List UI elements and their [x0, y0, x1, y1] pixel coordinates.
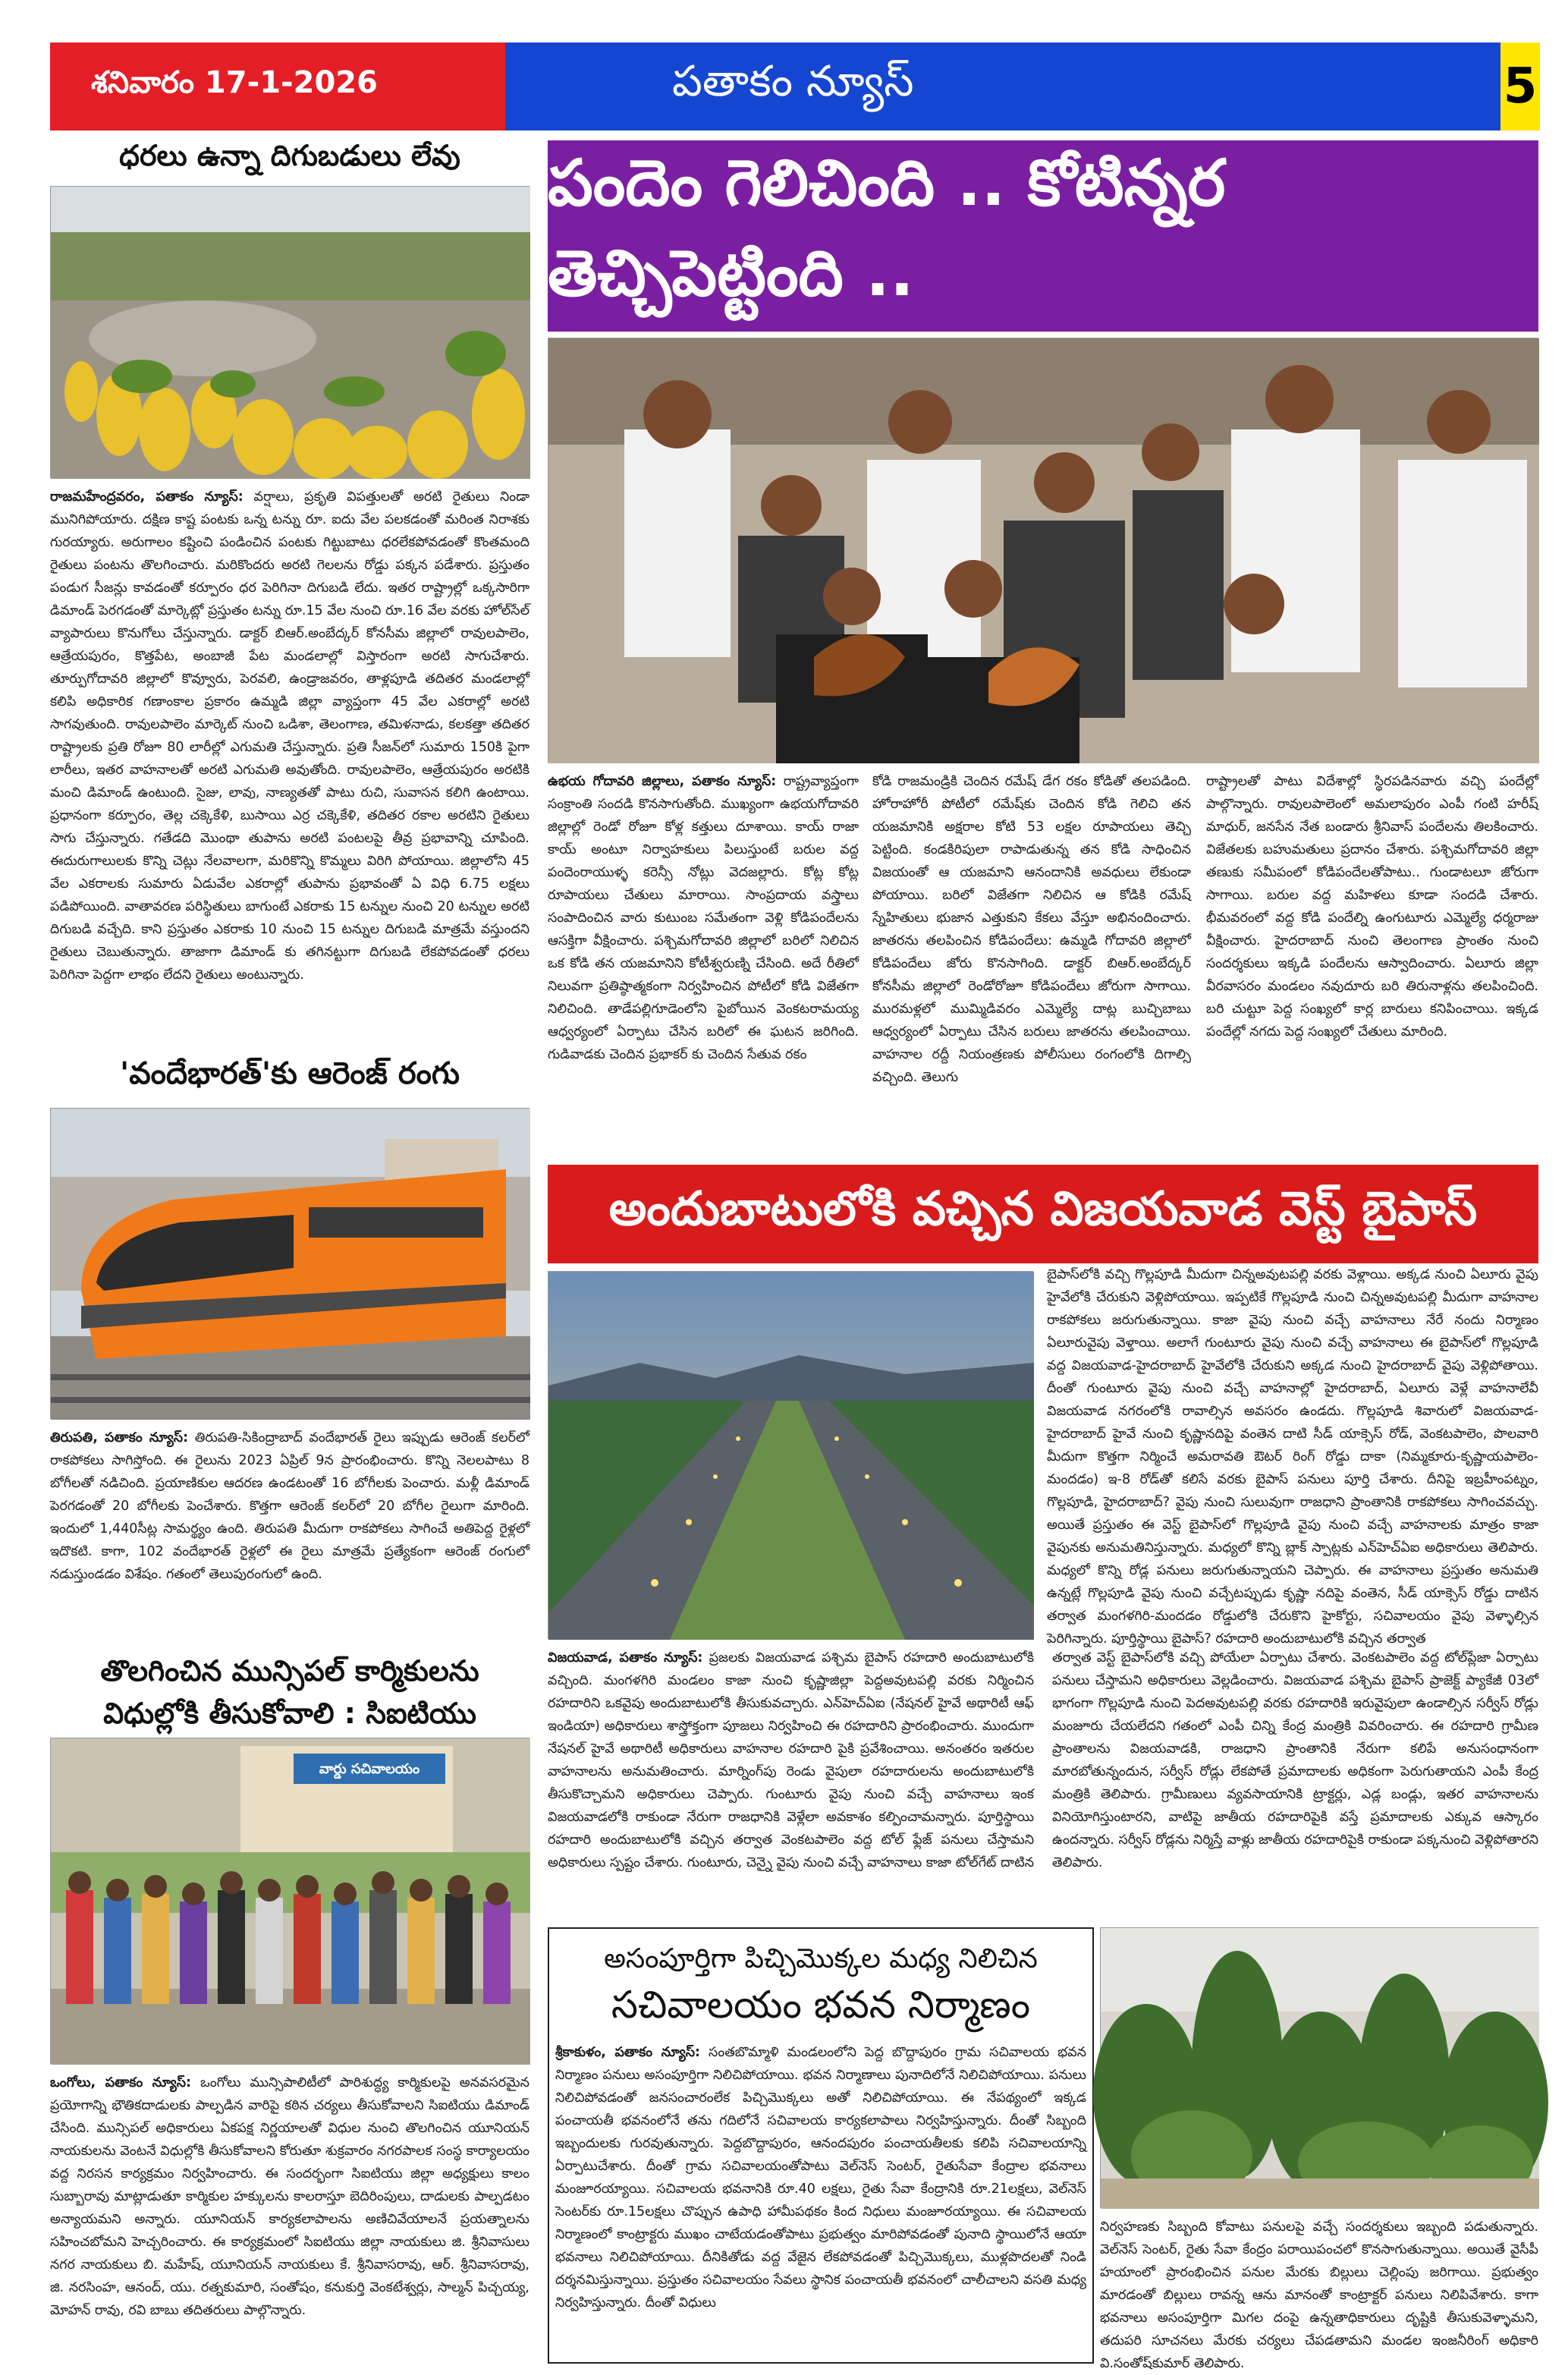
masthead — [50, 42, 1540, 131]
bypass-text-bottom: ప్రజలకు విజయవాడ పశ్చిమ బైపాస్ రహదారి అందుబాటులోకి వచ్చింది. మంగళగిరి మండలం కాజా నుంచి కృష్ణాజిల్లా పెద్దఅవుటపల్లి వరకు నిర్మించిన రహదారిని ఒకవైపు అందుబాటులోకి తీసుకువచ్చారు. ఎన్‌హెచ్ఏఐ (నేషనల్ హైవే అథారిటీ ఆఫ్ ఇండియా) అధికారులు శాస్త్రోక్తంగా పూజలు నిర్వహించి ఈ రహదారిని ప్రారంభించారు. ముందుగా నేషనల్ హైవే అథారిటీ అధికారులు వాహనాల రహదారి పైకి ప్రవేశించాయి. అనంతరం ఇతరుల వాహనాలను అనుమతించారు. మార్నింగ్‌పు రెండు వైపులా రహదారులను అందుబాటులోకి తీసుకొచ్చామని అధికారులు చెప్పారు. గుంటూరు వైపు నుంచి వచ్చే వాహనాలు ఇంక విజయవాడలోకి రాకుండా నేరుగా రాజధానికి వెళ్లేలా అవకాశం కల్పించామన్నారు. పూర్తిస్థాయి రహదారి అందుబాటులోకి వచ్చిన తర్వాత వెంకటపాలెం వద్ద టోల్ ఫ్లేజ్ పనులు చేస్తామని అధికారులు స్పష్టం చేశారు. గుంటూరు, చెన్నై వైపు నుంచి వచ్చే వాహనాలు కాజా టోల్‌గేట్ దాటిన తర్వాత వెస్ట్ బైపాస్‌లోకి వచ్చి పోయేలా ఏర్పాటు చేశారు. వెంకటపాలెం వద్ద టోల్‌ప్లేజా ఏర్పాటు పనులు చేస్తామని అధికారులు వెల్లడించారు. విజయవాడ పశ్చిమ బైపాస్ ప్రాజెక్ట్ ప్యాకేజీ 03లో భాగంగా గొల్లపూడి నుంచి పెదఅవుటపల్లి వరకు రహదారికి ఇరువైపులా ఉండాల్సిన సర్వీస్ రోడ్లు మంజూరు చేయలేదని గతంలో ఎంపీ చిన్ని కేంద్ర మంత్రికి వివరించారు. ఈ రహదారి గ్రామీణ ప్రాంతాలను విజయవాడకి, రాజధాని ప్రాంతానికి నేరుగా కలిపే అనుసంధానంగా మారబోతున్నందున, సర్వీస్ రోడ్లు లేకపోతే ప్రమాదాలకు అధికంగా పెరుగుతాయని ఎంపీ కేంద్ర మంత్రికి తెలిపారు. గ్రామీణులు వ్యవసాయానికి ట్రాక్టర్లు, ఎడ్ల బండ్లు, ఇతర వాహనాలను వినియోగిస్తుంటారని, వాటిపై జాతీయ రహదారిపైకి వస్తే ప్రమాదాలకు ఎక్కువ ఆస్కారం ఉందన్నారు. సర్వీస్ రోడ్లను నిర్మిస్తే వాళ్లు జాతీయ రహదారిపైకి రాకుండా పక్కనుంచి వెళ్లిపోతారని తెలిపారు. — [548, 1650, 1538, 1870]
article-banana-text: వర్షాలు, ప్రకృతి విపత్తులతో అరటి రైతులు నిండా మునిగిపోయారు. దక్షిణ కాష్ట పంటకు ఒన్న టన్ను రూ. ఐదు వేల పలకడంతో మరింత నిరాశకు గురయ్యారు. అరుగాలం కష్టించి పండించిన పంటకు గిట్టుబాటు ధరలేకపోవడంతో కొంతమంది రైతులు పంటను తొలగించారు. మరికొందరు అరటి గెలలను రోడ్డు పక్కన పడేశారు. ప్రస్తుతం పండుగ సీజన్లు కావడంతో కర్పూరం ధర పెరిగినా దిగుబడి లేదు. ఇతర రాష్ట్రాల్లో ఒక్కసారిగా డిమాండ్ పెరగడంతో మార్కెట్లో ప్రస్తుతం టన్ను రూ.15 వేల నుంచి రూ.16 వేల వరకు హోల్‌సేల్ వ్యాపారులు కొనుగోలు చేస్తున్నారు. డాక్టర్ బిఆర్.అంబేద్కర్ కోనసీమ జిల్లాలో రావులపాలెం, ఆత్రేయపురం, కొత్తపేట, అంబాజీ పేట మండలాల్లో విస్తారంగా అరటి సాగుచేశారు. తూర్పుగోదావరి జిల్లాలో కొవ్వూరు, పెరవలి, ఉండ్రాజవరం, తాళ్లపూడి తదితర మండలాల్లో కలిపి అధికారిక గణాంకాల ప్రకారం ఉమ్మడి జిల్లా వ్యాప్తంగా 45 వేల ఎకరాల్లో అరటి సాగవుతుంది. రావులపాలెం మార్కెట్ నుంచి ఒడిశా, తెలంగాణ, తమిళనాడు, కలకత్తా తదితర రాష్ట్రాలకు ప్రతి రోజూ 80 లారీల్లో ఎగుమతి చేస్తున్నారు. ప్రతి సీజన్‌లో సుమారు 150కి పైగా లారీలు, ఇతర వాహనాలతో అరటి ఎగుమతి అవుతోంది. రావులపాలెం, ఆత్రేయపురం అరటికి మంచి డిమాండ్ ఉంటుంది. సైజు, లావు, నాణ్యతతో పాటు రుచి, సువాసన కలిగి ఉంటాయి. ప్రధానంగా కర్పూరం, తెల్ల చక్కెకేళి, బుసాయి ఎర్ర చక్కెకేళి, తదితర రకాల అరటిని రైతులు సాగు చేస్తున్నారు. గతేడది మొంథా తుపాను అరటి పంటలపై తీవ్ర ప్రభావాన్ని చూపింది. ఈదురుగాలులకు కొన్ని చెట్లు నేలవాలగా, మరికొన్ని కొమ్మలు విరిగి పోయాయి. జిల్లాలోని 45 వేల ఎకరాలకు సుమారు ఏడువేల ఎకరాల్లో తుపాను ప్రభావంతో ఏ విధి 6.75 లక్షలు పడిపోయింది. వాతావరణ పరిస్థితులు బాగుంటే ఎకరాకు 15 టన్నుల నుంచి 20 టన్నుల అరటి దిగుబడి వచ్చేది. కాని ప్రస్తుతం ఎకరాకు 10 నుంచి 15 టన్నుల దిగుబడి మాత్రమే వస్తుందని రైతులు చెబుతున్నారు. తాజాగా డిమాండ్ కు తగినట్టుగా దిగుబడి లేకపోవడంతో ధరలు పెరిగినా పెద్దగా లాభం లేదని రైతులు అంటున్నారు. — [50, 489, 529, 983]
page-number: 5 — [1500, 42, 1540, 131]
article-citu-title — [50, 1647, 529, 1738]
cockfight-text-a: రాష్ట్రవ్యాప్తంగా సంక్రాంతి సందడి కొనసాగుతోంది. ముఖ్యంగా ఉభయగోదావరి జిల్లాల్లో రెండో రోజూ కోళ్ల కత్తులు దూశాయి. కాయ్ రాజా కాయ్ అంటూ నిర్వాహకులు పిలుస్తుంటే బరుల వద్ద పందెంరాయుళ్ళ కరెన్సీ నోట్లు వెదజల్లారు. కోట్ల కోట్ల రూపాయలు చేతులు మారాయి. సాంప్రదాయ వస్త్రాలు సంపాదించిన వారు కుటుంబ సమేతంగా వెళ్లి కోడిపందేలను ఆసక్తిగా వీక్షించారు. పశ్చిమగోదావరి జిల్లాలో బరిలో నిలిచిన ఒక కోడి తన యజమానిని కోటీశ్వరుణ్ని చేసింది. అదే రీతిలో నిలువగా ప్రతిష్ఠాత్మకంగా నిర్వహించిన పోటీలో కోడి విజేతగా నిలిచింది. తాడేపల్లిగూడెంలోని పైబోయిన వెంకటరామయ్య ఆధ్వర్యంలో ఏర్పాటు చేసిన బరిలో ఈ ఘటన జరిగింది. గుడివాడకు చెందిన ప్రభాకర్ కు చెందిన సేతువ రకం — [548, 774, 859, 1062]
article-banana-body — [50, 486, 529, 1047]
cockfight-col-b — [872, 770, 1191, 1150]
sachivalayam-title-line2: సచివాలయం భవన నిర్మాణం — [611, 1983, 1031, 2027]
cockfight-col-a — [548, 770, 859, 1150]
article-citu-title-line2: విధుల్లోకి తీసుకోవాలి : సిఐటియు — [103, 1697, 476, 1730]
article-citu-title-line1: తొలగించిన మున్సిపల్ కార్మికులను — [100, 1654, 479, 1688]
sachivalayam-body — [555, 2041, 1086, 2360]
article-vandebharat-title: 'వందేభారత్'కు ఆరెంజ్ రంగు — [119, 1056, 460, 1091]
bypass-text-right: బైపాస్‌లోకి వచ్చి గొల్లపూడి మీదుగా చిన్నఅవుటపల్లి వరకు వెళ్లాయి. అక్కడ నుంచి ఏలూరు వైపు హైవేలోకి చేరుకుని వెళ్లిపోయాయి. ఇప్పటికే గొల్లపూడి నుంచి చిన్నఅవుటపల్లి మీదుగా వాహనాల రాకపోకలు జరుగుతున్నాయి. కాజా వైపు నుంచి వచ్చే వాహనాలు నేరే నందు నిర్మాణం ఏలూరువైపు వెళ్తాయి. అలాగే గుంటూరు వైపు నుంచి వచ్చే వాహనాలు ఈ బైపాస్‌లో గొల్లపూడి వద్ద విజయవాడ-హైదరాబాద్ హైవేలోకి చేరుకుని అక్కడ నుంచి హైదరాబాద్ వైపు వెళ్లిపోతాయి. దీంతో గుంటూరు వైపు నుంచి వచ్చే వాహనాల్లో హైదరాబాద్, ఏలూరు వెళ్లే వాహనాలేవీ విజయవాడ నగరంలోకి రావాల్సిన అవసరం ఉండదు. గొల్లపూడి శివారులో విజయవాడ-హైదరాబాద్ హైవే నుంచి కృష్ణానదిపై వంతెన దాటి సీడ్ యాక్సెస్ రోడ్, వెంకటపాలెం, పొలవారి మీదుగా కొత్తగా నిర్మించే అమరావతి ఔటర్ రింగ్ రోడ్డు దాకా (నిమ్మకూరు-కృష్ణాయపాలెం-మందడం) ఇ-8 రోడ్‌తో కలిసే వరకు బైపాస్ పనులు పూర్తి చేశారు. దీనిపై ఇబ్రహీంపట్నం, గొల్లపూడి, హైదరాబాద్? వైపు నుంచి సులువుగా రాజధాని ప్రాంతానికి రాకపోకలు సాగించవచ్చు. అయితే ప్రస్తుతం ఈ వెస్ట్ బైపాస్‌లో గొల్లపూడి వైపు నుంచి వచ్చే వాహనాలకు మాత్రం కాజా వైపునకు అనుమతినిస్తున్నారు. మధ్యలో కొన్ని బ్లాక్ స్పాట్లకు ఎన్‌హెచ్ఏఐ అధికారులు తెలిపారు. మధ్యలో కొన్ని రోడ్ల పనులు జరుగుతున్నాయని చెప్పారు. ఈ వాహనాలు ప్రస్తుతం అనుమతి ఉన్నట్లే గొల్లపూడి వైపు నుంచి వచ్చేటప్పుడు కృష్ణా నదిపై వంతెన, సీడ్ యాక్సెస్ రోడ్డు దాటిన తర్వాత మంగళగిరి-మందడం రోడ్డులోకి చేరుకొని హైకోర్టు, సచివాలయం వైపు వెళ్ళాల్సిన పెరిగిన్నారు. పూర్తిస్థాయి బైపాస్? రహదారి అందుబాటులోకి వచ్చిన తర్వాత — [1047, 1267, 1538, 1647]
article-citu-body — [50, 2071, 529, 2345]
sachivalayam-title-line1: అసంపూర్తిగా పిచ్చిమొక్కల మధ్య నిలిచిన — [604, 1943, 1038, 1974]
article-banana-dateline: రాజమహేంద్రవరం, పతాకం న్యూస్: — [50, 489, 244, 505]
road-photo-image — [548, 1272, 1034, 1640]
article-citu-text: ఒంగోలు మున్సిపాలిటీలో పారిశుద్ధ్య కార్మికులపై అనవసరమైన ప్రయోగాన్ని భౌతికదాడులకు పాల్పడిన వారిపై కఠిన చర్యలు తీసుకోవాలని సిఐటియు డిమాండ్ చేసింది. మున్సిపల్ అధికారులు ఏకపక్ష నిర్ణయాలతో విధుల నుంచి తొలగించిన యూనియన్ నాయకులను వెంటనే విధుల్లోకి తీసుకోవాలని కోరుతూ శుక్రవారం నగరపాలక సంస్థ కార్యాలయం వద్ద నిరసన కార్యక్రమం నిర్వహించారు. ఈ సందర్భంగా సిఐటియు జిల్లా అధ్యక్షులు కాలం సుబ్బారావు మాట్లాడుతూ కార్మికుల హక్కులను కాలరాస్తూ బెదిరింపులు, దాడులకు పాల్పడటం అన్యాయమని అన్నారు. యూనియన్ కార్యకలాపాలను అణిచివేయాలనే ప్రయత్నాలను సహించబోమని హెచ్చరించారు. ఈ కార్యక్రమంలో సిఐటియు జిల్లా నాయకులు జి. శ్రీనివాసులు నగర నాయకులు బి. మహేష్, యూనియన్ నాయకులు కే. శ్రీనివాసరావు, ఆర్. శ్రీనివాసరావు, జి. నరసింహ, ఆనంద్, యు. రత్నకుమారి, సంతోషం, కనుకుర్తి వెంకటేశ్వర్లు, సాల్మన్ పిచ్చయ్య, మోహన్ రావు, రవి బాబు తదితరులు పాల్గొన్నారు. — [50, 2075, 529, 2318]
vandebharat-train-photo — [50, 1108, 529, 1419]
article-vandebharat-dateline: తిరుపతి, పతాకం న్యూస్: — [50, 1430, 189, 1445]
issue-date: శనివారం 17-1-2026 — [50, 42, 505, 131]
article-banana-title: ధరలు ఉన్నా దిగుబడులు లేవు — [119, 139, 460, 172]
newspaper-name: పతాకం న్యూస్ — [505, 42, 1500, 131]
celebration-photo-image — [548, 338, 1539, 763]
cockfight-text-c: రాష్ట్రాలతో పాటు విదేశాల్లో స్థిరపడినవారు వచ్చి పందేల్లో పాల్గొన్నారు. రావులపాలెంలో అమలాపురం ఎంపీ గంటి హరీష్ మాధుర్, జనసేన నేత బండారు శ్రీనివాస్ పందేలను తిలకించారు. విజేతలకు బహుమతులు ప్రదానం చేశారు. పశ్చిమగోదావరి జిల్లా తణుకు సమీపంలో కోడిపందేలతోపాటు.. గుండాటలూ జోరుగా సాగాయి. బరుల వద్ద మహిళలు కూడా సందడి చేశారు. భీమవరంలో వద్ద కోడి పందేల్ని ఉంగుటూరు ఎమ్మెల్యే ధర్మరాజు వీక్షించారు. హైదరాబాద్ నుంచి తెలంగాణ ప్రాంతం నుంచి సందర్శకులు ఇక్కడి పందేలను ఆస్వాదించారు. ఏలూరు జిల్లా వీరవాసరం మండలం నవుదూరు బరి తిరునాళ్లను తలపించింది. బరి చుట్టూ పెద్ద సంఖ్యలో కార్ల బారులు కనిపించాయి. ఇక్కడ పందేల్లో నగదు పెద్ద సంఖ్యలో చేతులు మారింది. — [1206, 774, 1538, 1040]
sachivalayam-overgrowth-photo — [1100, 1927, 1538, 2208]
cockfight-text-b: కోడి రాజమండ్రికి చెందిన రమేష్ డేగ రకం కోడితో తలపడింది. హోరాహోరీ పోటీలో రమేష్‌కు చెందిన కోడి గెలిచి తన యజమానికి అక్షరాల కోటి 53 లక్షల రూపాయలు తెచ్చి పెట్టింది. కండకిరిపులా రాపాడుతున్న తన కోడి సాధించిన విజయంతో ఆ యజమాని ఆనందానికి అవధులు లేకుండా పోయాయి. బరిలో విజేతగా నిలిచిన ఆ కోడికి రమేష్ స్నేహితులు భుజాన ఎత్తుకుని కేకలు వేస్తూ అభినందించారు. జాతరను తలపించిన కోడిపందేలు: ఉమ్మడి గోదావరి జిల్లాలో కోడిపందేలు జోరు కొనసాగింది. డాక్టర్ బిఆర్.అంబేద్కర్ కోనసీమ జిల్లాలో రెండోరోజూ కోడిపందేలు జోరుగా సాగాయి. మురమళ్లలో ముమ్మిడివరం ఎమ్మెల్యే దాట్ల బుచ్చిబాబు ఆధ్వర్యంలో ఏర్పాటు చేసిన బరులు జాతరను తలపించాయి. వాహనాల రద్దీ నియంత్రణకు పోలీసులు రంగంలోకి దిగాల్సి వచ్చింది. తెలుగు — [872, 774, 1191, 1085]
sachivalayam-text: సంతబొమ్మాళి మండలంలోని పెద్ద బొద్దాపురం గ్రామ సచివాలయ భవన నిర్మాణం పనులు అసంపూర్తిగా నిలిచిపోయాయి. భవన నిర్మాణాలు పునాదిలోనే నిలిచిపోయాయి. పనులు నిలిచిపోవడంతో జనసంచారంలేక పిచ్చిమొక్కలు అతో నిలిచిపోయాయి. ఈ నేపథ్యంలో ఇక్కడ పంచాయతీ భవనంలోనే తను గదిలోనే సచివాలయ కార్యకలాపాలు నిర్వహిస్తున్నారు. దీంతో సిబ్బంది ఇబ్బందులకు గురవుతున్నారు. పెద్దబొద్దాపురం, ఆనందపురం పంచాయతీలకు కలిపి సచివాలయాన్ని ఏర్పాటుచేశారు. దీంతో గ్రామ సచివాలయంతోపాటు వెల్‌నెస్ సెంటర్, రైతుసేవా కేంద్రాల భవనాలు మంజూరయ్యాయి. సచివాలయ భవనానికి రూ.40 లక్షలు, రైతు సేవా కేంద్రానికి రూ.21లక్షలు, వెల్‌నెస్ సెంటర్‌కు రూ.15లక్షలు చొప్పున ఉపాధి హామీపథకం కింద నిధులు మంజూరయ్యాయి. ఈ సచివాలయ నిర్మాణంలో కాంట్రాక్టరు ముఖం చాటేయడంతోపాటు ప్రభుత్వం మారిపోవడంతో పునాది స్థాయిలోనే ఆయా భవనాలు నిలిచిపోయాయి. దీనికితోడు వద్ద వేజైన లేకపోవడంతో పిచ్చిమొక్కలు, ముళ్లపొదలతో నిండి దర్శనమిస్తున్నాయి. ప్రస్తుతం సచివాలయం సేవలు స్థానిక పంచాయతీ భవనంలో చాలీచాలని వసతి మధ్య నిర్వహిస్తున్నారు. దీంతో విధులు — [555, 2045, 1086, 2311]
overgrowth-photo-image — [1101, 1928, 1539, 2209]
cockfight-celebration-photo — [548, 338, 1538, 763]
train-photo-image — [51, 1109, 530, 1420]
cockfight-dateline: ఉభయ గోదావరి జిల్లాలు, పతాకం న్యూస్: — [548, 774, 777, 789]
banana-photo-image — [51, 187, 530, 479]
article-vandebharat-text: తిరుపతి-సికింద్రాబాద్ వందేభారత్ రైలు ఇప్పుడు ఆరెంజ్ కలర్‌లో రాకపోకలు సాగిస్తోంది. ఈ రైలును 2023 ఏప్రిల్ 9న ప్రారంభించారు. కొన్ని నెలలపాటు 8 బోగీలతో నడిచింది. ప్రయాణికుల ఆదరణ ఉండటంతో 16 బోగీలకు పెంచారు. మళ్లీ డిమాండ్ పెరగడంతో 20 బోగీలకు పెంచేశారు. కొత్తగా ఆరెంజ్ కలర్‌లో 20 బోగీల రైలుగా మారింది. ఇందులో 1,440సీట్ల సామర్థ్యం ఉంది. తిరుపతి మీదుగా రాకపోకలు సాగించే అతిపెద్ద రైళ్లలో ఇదొకటి. కాగా, 102 వందేభారత్ రైళ్లలో ఈ రైలు మాత్రమే ప్రత్యేకంగా ఆరెంజ్ రంగులో నడుస్తుండడం విశేషం. గతంలో తెలుపురంగులో ఉంది. — [50, 1430, 529, 1582]
article-sachivalayam-title — [549, 1929, 1092, 2035]
sachivalayam-text-right: నిర్వహణకు సిబ్బంది కోవాటు పనులపై వచ్చే సందర్శకులు ఇబ్బంది పడుతున్నారు. వెల్‌నెస్ సెంటర్, రైతు సేవా కేంద్రం పరాయిపంచలో కొనసాగుతున్నాయి. అయితే వైసీపీ హయాంలో ప్రారంభించిన పనుల మేరకు బిల్లులు చెల్లింపు జరిగాయి. ప్రభుత్వం మారడంతో బిల్లులు రావన్న ఆను మానంతో కాంట్రాక్టర్ పనులు నిలిపివేశారు. కాగా భవనాలు అసంపూర్తిగా మిగల దంపై ఉన్నతాధికారులు దృష్టికి తీసుకువెళ్ళామని, తదుపరి సూచనలు మేరకు చర్యలు చేపడతామని మండల ఇంజనీరింగ్ అధికారి వి.సంతోష్‌కుమార్ తెలిపారు. — [1100, 2219, 1538, 2371]
article-sachivalayam-box — [548, 1927, 1094, 2364]
bypass-col-bottom — [548, 1647, 1538, 1897]
cockfight-col-c — [1206, 770, 1538, 1150]
headline-cockfight: పందెం గెలిచింది .. కోటిన్నర తెచ్చిపెట్టింది .. — [548, 140, 1538, 332]
bypass-road-photo — [548, 1271, 1033, 1639]
article-vandebharat-body — [50, 1427, 529, 1647]
bypass-dateline: విజయవాడ, పతాకం న్యూస్: — [548, 1650, 703, 1666]
article-citu-dateline: ఒంగోలు, పతాకం న్యూస్: — [50, 2075, 192, 2090]
sachivalayam-body-right — [1100, 2216, 1538, 2371]
banana-market-photo — [50, 186, 529, 478]
protest-photo-image — [51, 1738, 530, 2065]
sachivalayam-sign: వార్డు సచివాలయం — [319, 1761, 420, 1777]
sachivalayam-dateline: శ్రీకాకుళం, పతాకం న్యూస్: — [555, 2045, 700, 2060]
citu-protest-photo — [50, 1738, 529, 2064]
headline-bypass: అందుబాటులోకి వచ్చిన విజయవాడ వెస్ట్ బైపాస్ — [548, 1165, 1538, 1263]
